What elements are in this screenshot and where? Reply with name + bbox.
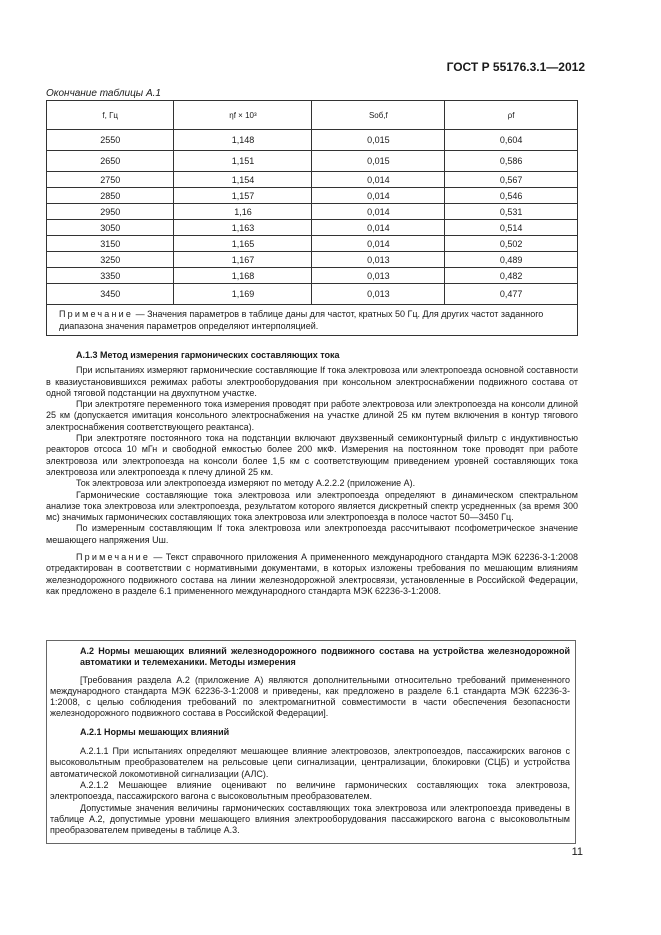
table-cell: 0,586	[445, 151, 578, 172]
table-row	[47, 236, 578, 252]
table-row	[47, 268, 578, 284]
table-row	[47, 284, 578, 305]
table-row	[47, 220, 578, 236]
table-cell: 2850	[47, 188, 174, 204]
table-row	[47, 188, 578, 204]
section-a13-p5: Гармонические составляющие тока электровоза или электропоезда определяют в динамическом спектральном анализе тока электровоза или электропоезда, результатом которого является дискретный спектр усредненных (за время 300 мс) значимых гармонических составляющих тока электровоза или электропоезда в полосе частот 50—3450 Гц.	[46, 489, 578, 523]
header-eta: ηf × 10³	[174, 101, 312, 130]
table-caption: Окончание таблицы А.1	[46, 88, 161, 99]
table-cell: 1,169	[174, 284, 312, 305]
header-rho: ρf	[445, 101, 578, 130]
table-cell: 0,014	[312, 220, 445, 236]
table-cell: 1,148	[174, 130, 312, 151]
section-a13-p1: При испытаниях измеряют гармонические составляющие If тока электровоза или электропоезда основной составности в квазиустановившихся режимах работы электрооборудования при консольном электроснабжении подвижного состава от одной тяговой подстанции на двухпутном участке.	[46, 365, 578, 398]
table-row	[47, 130, 578, 151]
header-frequency: f, Гц	[47, 101, 174, 130]
section-a13-p2: При электротяге переменного тока измерения проводят при работе электровоза или электропоезда на консоли длиной 25 км (допускается имитация консольного электроснабжения на участке длиной 25 км путем включения в контур тягового электроснабжения соответствующего реактанса).	[46, 399, 578, 432]
table-header-row	[47, 101, 578, 130]
table-cell: 2750	[47, 172, 174, 188]
table-row	[47, 151, 578, 172]
table-note	[47, 305, 578, 336]
header-s: Sоб,f	[312, 101, 445, 130]
section-a13-note-body: — Текст справочного приложения А примененного международного стандарта МЭК 62236-3-1:2008 отредактирован в соответствии с нормативными документами, в которых изложены требования по мешающим влияниям железнодорожного подвижного состава на линии железнодорожной электросвязи, установленные в Российской Федерации, как предложено в разделе 6.1 примененного международного стандарта МЭК 62236-3-1:2008.	[46, 552, 578, 596]
section-a2	[50, 646, 570, 836]
table-cell: 0,604	[445, 130, 578, 151]
table-cell: 0,013	[312, 284, 445, 305]
section-a13	[46, 350, 578, 597]
page-number: 11	[571, 846, 583, 858]
section-a2-title: А.2 Нормы мешающих влияний железнодорожного подвижного состава на устройства железнодорожной автоматики и телемеханики. Методы измерения	[80, 646, 570, 668]
table-cell: 0,014	[312, 188, 445, 204]
table-cell: 3250	[47, 252, 174, 268]
section-a2-p1: А.2.1.1 При испытаниях определяют мешающее влияние электровозов, электропоездов, пассажирских вагонов с высоковольтным преобразователем на рельсовые цепи сигнализации, централизации, блокировки (СЦБ) и устройства автоматической локомотивной сигнализации (АЛС).	[50, 746, 570, 779]
table-cell: 0,013	[312, 268, 445, 284]
table-cell: 1,165	[174, 236, 312, 252]
section-a13-p4: Ток электровоза или электропоезда измеряют по методу А.2.2.2 (приложение А).	[76, 478, 416, 489]
section-a21-title: А.2.1 Нормы мешающих влияний	[80, 726, 230, 737]
table-cell: 3350	[47, 268, 174, 284]
table-cell: 3450	[47, 284, 174, 305]
table-cell: 0,531	[445, 204, 578, 220]
table-cell: 0,489	[445, 252, 578, 268]
section-a2-bracket: [Требования раздела А.2 (приложение А) являются дополнительными относительно требований примененного международного стандарта МЭК 62236-3-1:2008 и приведены, как предложено в разделе 6.1 стандарта МЭК 62236-3-1:2008, с целью соблюдения требований по электромагнитной совместимости в части обеспечения безопасности железнодорожного подвижного состава в Российской Федерации].	[50, 674, 570, 719]
table-cell: 0,014	[312, 236, 445, 252]
data-table	[46, 100, 578, 336]
table-cell: 0,567	[445, 172, 578, 188]
section-a13-p6: По измеренным составляющим If тока электровоза или электропоезда рассчитывают псофометрическое значение мешающего напряжения Uш.	[46, 523, 578, 545]
table-note-body: — Значения параметров в таблице даны для частот, кратных 50 Гц. Для других частот заданного диапазона значения параметров определяют интерполяцией.	[59, 309, 544, 331]
table-note-lead: Примечание	[59, 309, 134, 319]
table-row	[47, 252, 578, 268]
table-row	[47, 204, 578, 220]
table-note-row	[47, 305, 578, 336]
section-a13-note-lead: Примечание	[76, 552, 151, 563]
section-a13-note	[46, 552, 578, 597]
table-cell: 1,168	[174, 268, 312, 284]
table-cell: 3050	[47, 220, 174, 236]
section-a13-p3: При электротяге постоянного тока на подстанции включают двухзвенный семиконтурный фильтр с индуктивностью реакторов отсоса 10 мГн и свободной емкостью более 200 мкФ. Измерения на постоянном токе проводят при работе электровоза или электропоезда на консоли более 1,5 км с соответствующим приведением уровней составляющих тока электровоза или электропоезда к плечу длиной 25 км.	[46, 433, 578, 477]
table-cell: 2650	[47, 151, 174, 172]
table-cell: 1,154	[174, 172, 312, 188]
document-id: ГОСТ Р 55176.3.1—2012	[446, 60, 585, 74]
table-cell: 2550	[47, 130, 174, 151]
table-cell: 1,157	[174, 188, 312, 204]
table-cell: 2950	[47, 204, 174, 220]
table-cell: 0,014	[312, 172, 445, 188]
table-cell: 1,163	[174, 220, 312, 236]
table-cell: 0,477	[445, 284, 578, 305]
table-cell: 0,514	[445, 220, 578, 236]
table-cell: 0,013	[312, 252, 445, 268]
table-cell: 0,015	[312, 151, 445, 172]
section-a2-p2: А.2.1.2 Мешающее влияние оценивают по величине гармонических составляющих тока электровоза, электропоезда, пассажирского вагона с высоковольтным преобразователем.	[50, 779, 570, 802]
table-cell: 1,16	[174, 204, 312, 220]
table-cell: 0,014	[312, 204, 445, 220]
table-cell: 1,151	[174, 151, 312, 172]
section-a13-title: А.1.3 Метод измерения гармонических составляющих тока	[76, 350, 340, 360]
table-cell: 0,546	[445, 188, 578, 204]
table-cell: 3150	[47, 236, 174, 252]
table-cell: 0,502	[445, 236, 578, 252]
table-cell: 0,482	[445, 268, 578, 284]
table-row	[47, 172, 578, 188]
table-cell: 1,167	[174, 252, 312, 268]
section-a2-p3: Допустимые значения величины гармонических составляющих тока электровоза или электропоезда приведены в таблице А.2, допустимые уровни мешающего влияния электрооборудования пассажирского вагона с высоковольтным преобразователем приведены в таблице А.3.	[50, 802, 570, 836]
table-cell: 0,015	[312, 130, 445, 151]
